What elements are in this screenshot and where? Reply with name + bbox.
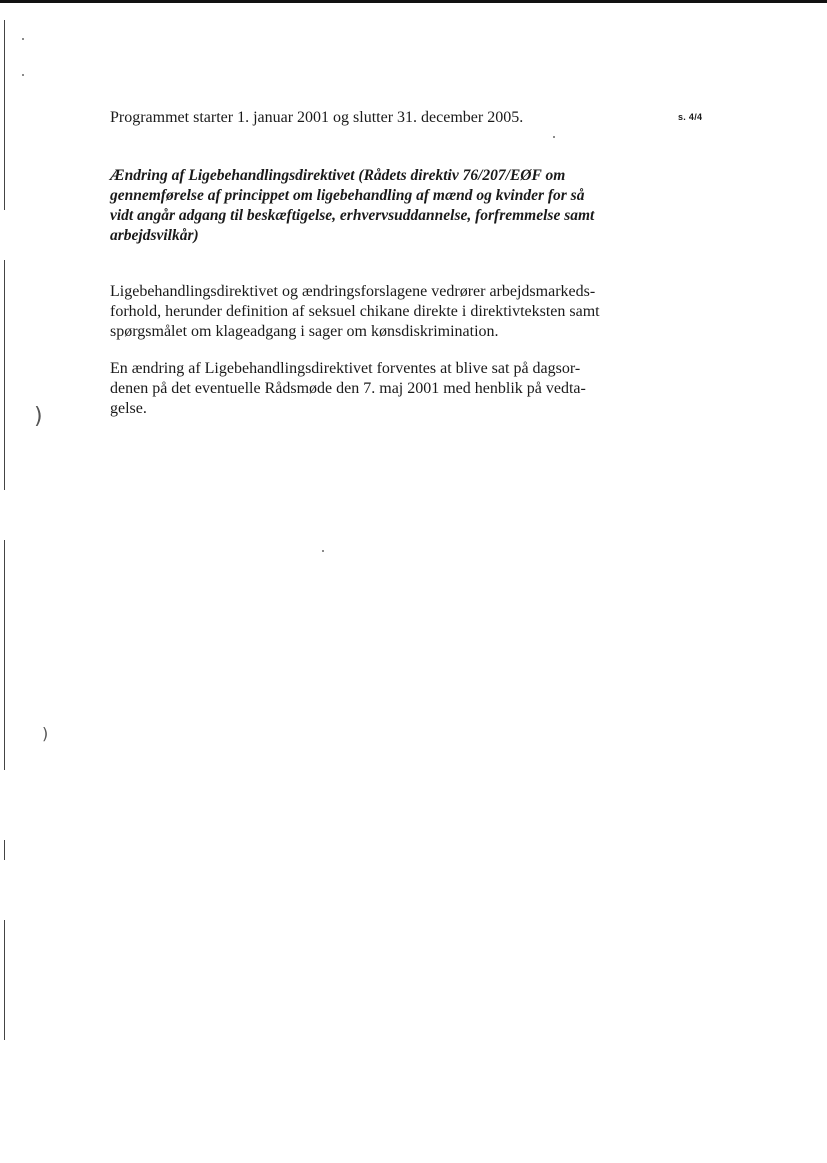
punch-hole-mark-icon: ) [34,404,43,429]
scan-edge-line [4,260,5,490]
page-number: s. 4/4 [678,112,703,122]
body-paragraph [110,359,630,419]
scan-edge-line [4,20,5,210]
paragraph-line: forhold, herunder definition af seksuel chikane direkte i direktivteksten samt [110,303,600,320]
paragraph-line: spørgsmålet om klageadgang i sager om kønsdiskrimination. [110,323,499,340]
scan-speck [22,38,24,40]
heading-line: Ændring af Ligebehandlingsdirektivet (Rådets direktiv 76/207/EØF om [110,167,566,184]
heading-line: vidt angår adgang til beskæftigelse, erhvervsuddannelse, forfremmelse samt [110,207,595,224]
paragraph-line: gelse. [110,400,147,417]
scan-edge-line [4,840,5,860]
paragraph-line: denen på det eventuelle Rådsmøde den 7. maj 2001 med henblik på vedta- [110,380,586,397]
program-period-text: Programmet starter 1. januar 2001 og slutter 31. december 2005. [110,109,524,126]
heading-line: arbejdsvilkår) [110,227,199,244]
body-paragraph [110,282,630,342]
scan-speck [553,136,555,138]
scan-speck [322,550,324,552]
punch-hole-mark-icon: ) [42,724,49,743]
scan-edge-line [4,540,5,770]
section-heading [110,166,630,246]
heading-line: gennemførelse af princippet om ligebehandling af mænd og kvinder for så [110,187,585,204]
top-border-rule [0,0,827,3]
paragraph-line: En ændring af Ligebehandlingsdirektivet forventes at blive sat på dagsor- [110,360,581,377]
scan-speck [22,74,24,76]
paragraph-line: Ligebehandlingsdirektivet og ændringsforslagene vedrører arbejdsmarkeds- [110,283,596,300]
scan-edge-line [4,920,5,1040]
